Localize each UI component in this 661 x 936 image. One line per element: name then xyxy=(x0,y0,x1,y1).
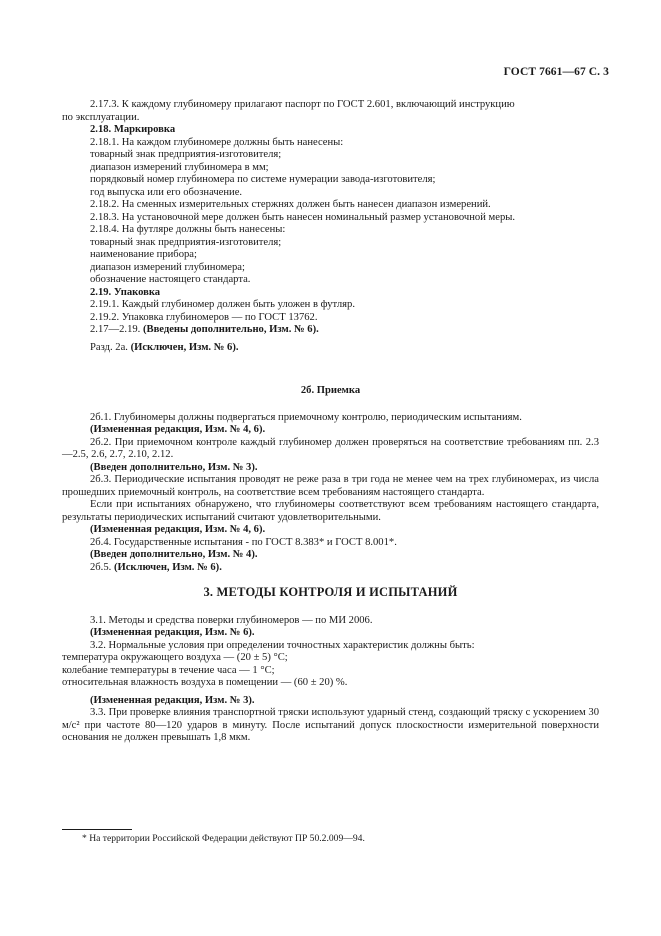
clause-2b-5: 2б.5. (Исключен, Изм. № 6). xyxy=(90,561,222,573)
clause-2-18-4: 2.18.4. На футляре должны быть нанесены: xyxy=(90,224,286,235)
clause-2b-4: 2б.4. Государственные испытания - по ГОСТ 8.383* и ГОСТ 8.001*. xyxy=(90,536,397,548)
list-item: обозначение настоящего стандарта. xyxy=(90,274,251,285)
clause-3-2: 3.2. Нормальные условия при определении точностных характеристик должны быть: xyxy=(90,639,475,651)
amendment-note-section-2a: Разд. 2а. (Исключен, Изм. № 6). xyxy=(90,341,239,353)
list-item: порядковый номер глубиномера по системе нумерации завода-изготовителя; xyxy=(90,174,436,185)
clause-3-1: 3.1. Методы и средства поверки глубиномеров — по МИ 2006. xyxy=(90,614,373,626)
list-item: диапазон измерений глубиномера в мм; xyxy=(90,161,269,173)
heading-2-19: 2.19. Упаковка xyxy=(90,286,161,298)
amendment-note: (Введен дополнительно, Изм. № 4). xyxy=(90,549,258,560)
list-item: товарный знак предприятия-изготовителя; xyxy=(90,149,282,160)
page-header: ГОСТ 7661—67 С. 3 xyxy=(503,66,609,78)
clause-2-17-3-cont: по эксплуатации. xyxy=(62,111,140,123)
clause-3-3: 3.3. При проверке влияния транспортной тряски используют ударный стенд, создающий тряску с ускорением 30 м/с² при частоте 80—120 ударов в минуту. После испытаний допуск плоскостности измерительной поверхности основания не должен превышать 1,8 мкм. xyxy=(62,707,599,743)
footnote-divider xyxy=(62,829,132,830)
footnote: * На территории Российской Федерации действуют ПР 50.2.009—94. xyxy=(82,833,365,844)
amendment-note: (Измененная редакция, Изм. № 6). xyxy=(90,627,255,638)
document-body xyxy=(62,99,599,745)
amendment-note-2-17-2-19: 2.17—2.19. (Введены дополнительно, Изм. № 6). xyxy=(90,324,319,335)
amendment-note: (Измененная редакция, Изм. № 4, 6). xyxy=(90,424,266,435)
clause-2-19-2: 2.19.2. Упаковка глубиномеров — по ГОСТ 13762. xyxy=(90,311,318,323)
list-item: наименование прибора; xyxy=(90,249,197,260)
heading-2-18: 2.18. Маркировка xyxy=(90,124,176,135)
list-item: товарный знак предприятия-изготовителя; xyxy=(90,236,282,248)
section-heading-3: 3. МЕТОДЫ КОНТРОЛЯ И ИСПЫТАНИЙ xyxy=(203,585,458,599)
amendment-note: (Измененная редакция, Изм. № 3). xyxy=(90,694,255,706)
list-item: диапазон измерений глубиномера; xyxy=(90,261,245,273)
amendment-note: (Введен дополнительно, Изм. № 3). xyxy=(90,461,258,473)
clause-2b-2: 2б.2. При приемочном контроле каждый глубиномер должен проверяться на соответствие требованиям пп. 2.3—2.5, 2.6, 2.7, 2.10, 2.12. xyxy=(62,436,599,460)
list-item: температура окружающего воздуха — (20 ± 5) °С; xyxy=(62,652,288,663)
list-item: колебание температуры в течение часа — 1 °С; xyxy=(62,664,275,676)
clause-2-19-1: 2.19.1. Каждый глубиномер должен быть уложен в футляр. xyxy=(90,299,355,310)
clause-2-18-3: 2.18.3. На установочной мере должен быть нанесен номинальный размер установочной меры. xyxy=(90,211,516,223)
clause-2b-1: 2б.1. Глубиномеры должны подвергаться приемочному контролю, периодическим испытаниям. xyxy=(90,411,522,423)
clause-2-18-2: 2.18.2. На сменных измерительных стержнях должен быть нанесен диапазон измерений. xyxy=(90,199,491,210)
section-heading-2b: 2б. Приемка xyxy=(300,385,361,396)
list-item: относительная влажность воздуха в помещении — (60 ± 20) %. xyxy=(62,677,348,688)
clause-2b-3-cont: Если при испытаниях обнаружено, что глубиномеры соответствуют всем требованиям настоящего стандарта, результаты периодических испытаний считают удовлетворительными. xyxy=(62,499,599,523)
clause-2-17-3: 2.17.3. К каждому глубиномеру прилагают паспорт по ГОСТ 2.601, включающий инструкцию xyxy=(90,99,515,110)
clause-2b-3: 2б.3. Периодические испытания проводят не реже раза в три года не менее чем на трех глубиномерах, из числа прошедших приемочный контроль, на соответствие всем требованиям настоящего стандарта. xyxy=(62,474,599,498)
amendment-note: (Измененная редакция, Изм. № 4, 6). xyxy=(90,524,266,535)
list-item: год выпуска или его обозначение. xyxy=(90,186,243,198)
clause-2-18-1: 2.18.1. На каждом глубиномере должны быть нанесены: xyxy=(90,136,344,148)
